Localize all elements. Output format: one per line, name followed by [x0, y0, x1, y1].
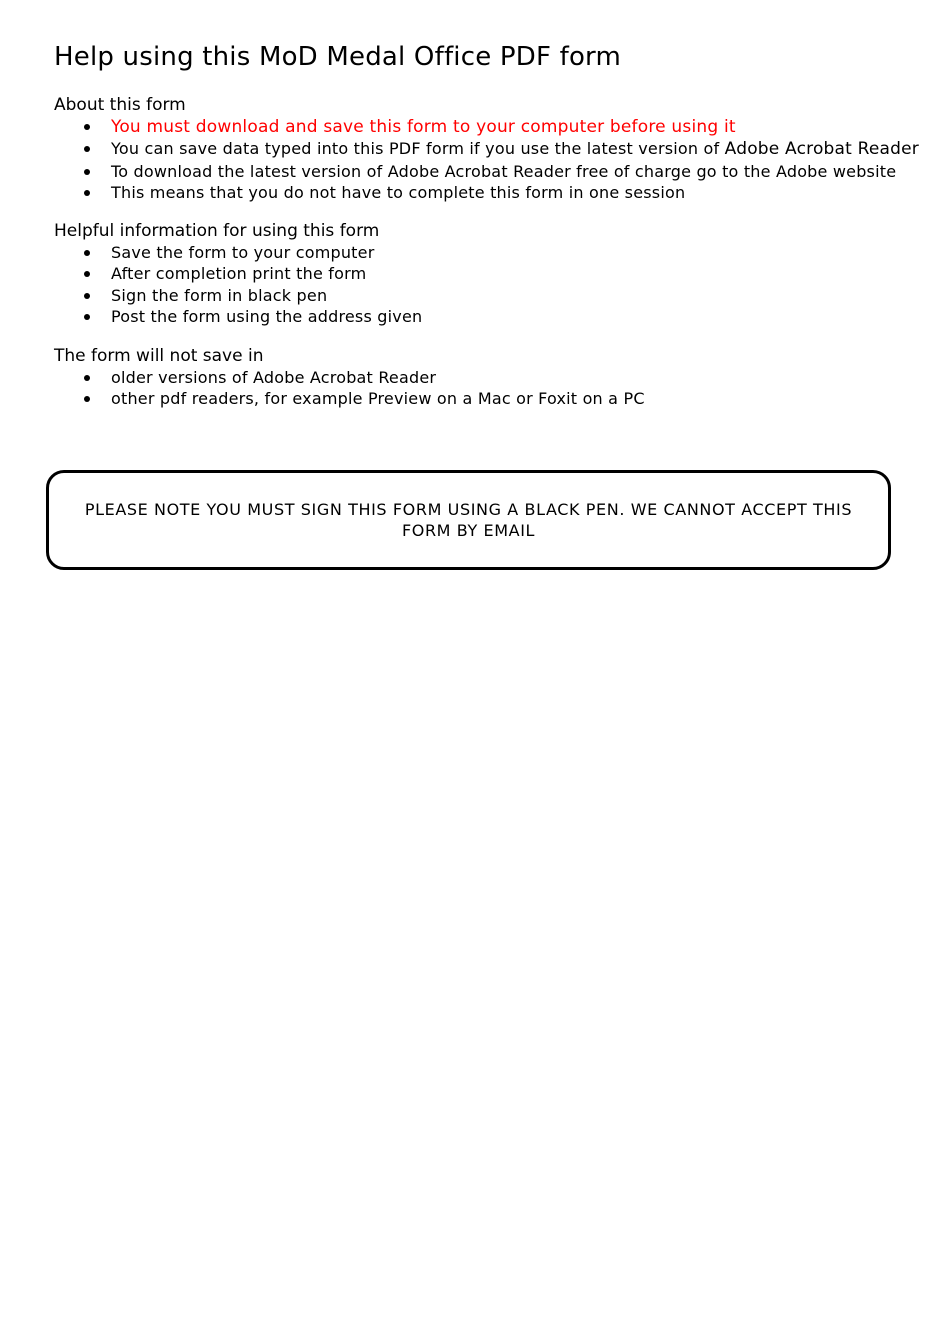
bullet-icon [84, 124, 90, 130]
bullet-icon [84, 250, 90, 256]
bullet-list [54, 367, 914, 410]
bullet-icon [84, 375, 90, 381]
list-item-text: older versions of Adobe Acrobat Reader [111, 368, 437, 387]
list-item-text: This means that you do not have to complete this form in one session [111, 182, 686, 202]
section-helpful-information [54, 220, 914, 327]
list-item [54, 182, 914, 203]
list-item-text: Sign the form in black pen [111, 285, 328, 305]
section-heading: Helpful information for using this form [54, 221, 380, 241]
bullet-icon [84, 271, 90, 277]
bullet-icon [84, 314, 90, 320]
download-warning-text: You must download and save this form to your computer before using it [111, 117, 736, 137]
list-item [54, 306, 914, 327]
bullet-icon [84, 169, 90, 175]
bullet-icon [84, 190, 90, 196]
list-item [54, 388, 914, 409]
list-item-text: To download the latest version of Adobe Acrobat Reader free of charge go to the Adobe website [111, 161, 897, 181]
section-will-not-save [54, 345, 914, 410]
list-item-text: other pdf readers, for example Preview on a Mac or Foxit on a PC [111, 389, 645, 409]
list-item-text: After completion print the form [111, 264, 367, 284]
adobe-reader-emphasis: Adobe Acrobat Reader [724, 139, 919, 160]
list-item-text: Post the form using the address given [111, 306, 423, 326]
bullet-icon [84, 146, 90, 152]
signature-notice-text: PLEASE NOTE YOU MUST SIGN THIS FORM USING A BLACK PEN. WE CANNOT ACCEPT THIS FORM BY EMAIL [84, 500, 853, 540]
section-heading: The form will not save in [54, 346, 264, 366]
list-item [54, 242, 914, 263]
signature-notice-box [46, 470, 891, 570]
bullet-icon [84, 293, 90, 299]
list-item [54, 263, 914, 284]
list-item [54, 116, 914, 138]
list-item [54, 161, 914, 182]
list-item [54, 285, 914, 306]
section-about-this-form [54, 94, 919, 203]
bullet-icon [84, 396, 90, 402]
section-heading: About this form [54, 95, 186, 115]
bullet-list [54, 116, 919, 203]
list-item [54, 367, 914, 388]
list-item [54, 138, 919, 160]
bullet-list [54, 242, 914, 327]
page-title: Help using this MoD Medal Office PDF form [54, 42, 622, 72]
list-item-text: Save the form to your computer [111, 243, 375, 262]
list-item-text: You can save data typed into this PDF form if you use the latest version of [111, 139, 720, 159]
